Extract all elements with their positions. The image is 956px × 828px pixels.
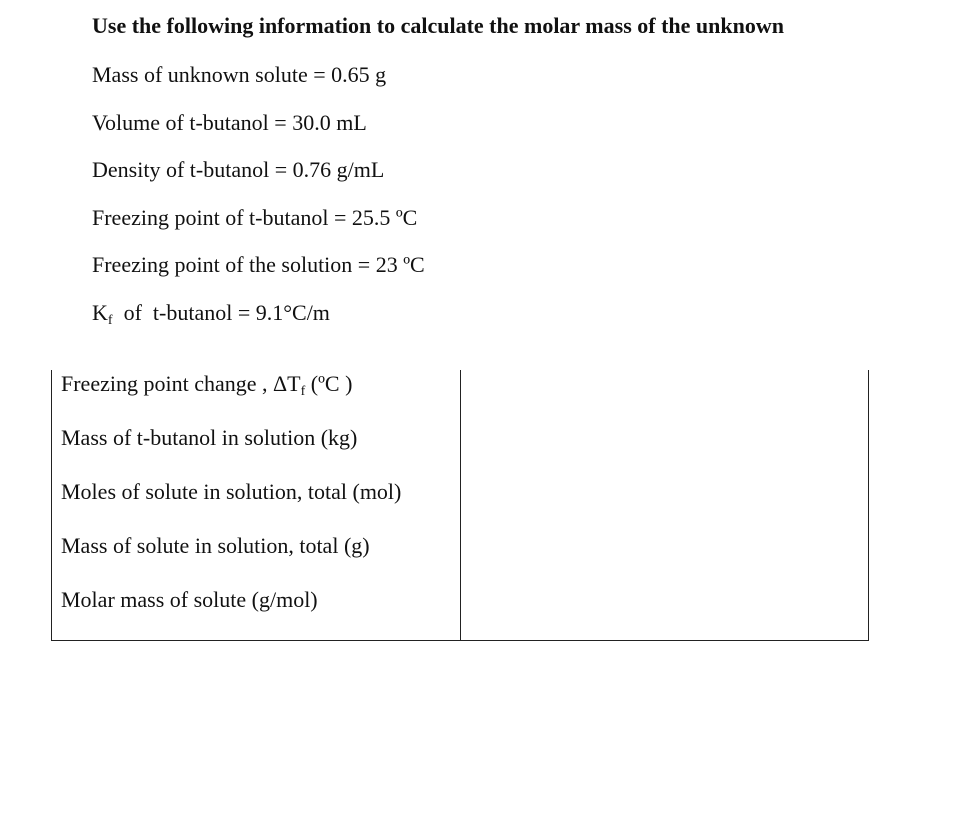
given-mass-solute: Mass of unknown solute = 0.65 g: [92, 62, 387, 87]
answer-cell-mass-t-butanol[interactable]: [461, 424, 869, 478]
answer-cell-mass-solute[interactable]: [461, 532, 869, 586]
page-heading: Use the following information to calculate the molar mass of the unknown: [92, 13, 784, 38]
table-row-freezing-point-change: [52, 370, 869, 424]
given-freezing-point-solution: Freezing point of the solution = 23 ºC: [92, 252, 425, 277]
label-text: Freezing point change , ΔT: [61, 371, 301, 396]
answer-cell-moles-solute[interactable]: [461, 478, 869, 532]
answer-cell-freezing-point-change[interactable]: [461, 370, 869, 424]
table-row-mass-solute: [52, 532, 869, 586]
given-data-list: [92, 60, 425, 345]
label-unit: (ºC ): [305, 371, 353, 396]
label-subscript: f: [300, 384, 306, 399]
row-label-freezing-point-change: [52, 370, 461, 424]
table-row-molar-mass: [52, 586, 869, 641]
row-label-mass-solute: Mass of solute in solution, total (g): [52, 532, 461, 586]
given-kf-t-butanol: [92, 298, 425, 346]
row-label-mass-t-butanol: Mass of t-butanol in solution (kg): [52, 424, 461, 478]
kf-symbol: K: [92, 299, 108, 325]
answer-cell-molar-mass[interactable]: [461, 586, 869, 641]
kf-subscript: f: [107, 312, 113, 328]
row-label-moles-solute: Moles of solute in solution, total (mol): [52, 478, 461, 532]
table-row-mass-t-butanol: [52, 424, 869, 478]
kf-value-text: of t-butanol = 9.1°C/m: [112, 299, 330, 325]
given-freezing-point-t-butanol: Freezing point of t-butanol = 25.5 ºC: [92, 204, 418, 230]
given-density-t-butanol: Density of t-butanol = 0.76 g/mL: [92, 157, 385, 182]
row-label-molar-mass: Molar mass of solute (g/mol): [52, 586, 461, 641]
table-row-moles-solute: [52, 478, 869, 532]
given-volume-t-butanol: Volume of t-butanol = 30.0 mL: [92, 109, 367, 135]
calculation-table: [51, 370, 869, 641]
